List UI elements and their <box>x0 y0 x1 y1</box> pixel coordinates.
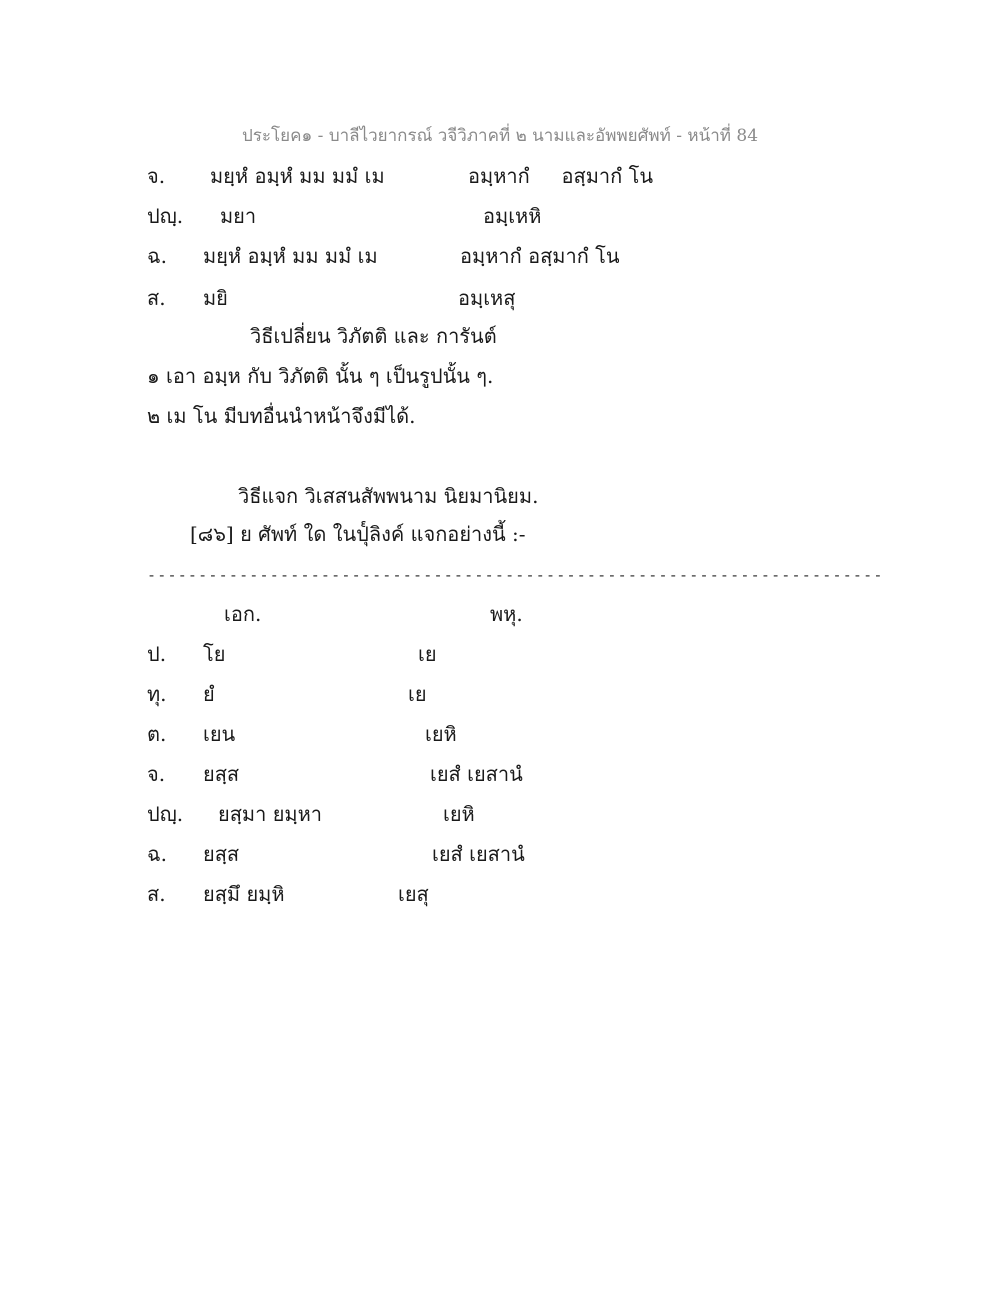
plural-form: เยหิ <box>425 722 457 746</box>
singular-header: เอก. <box>224 602 262 626</box>
singular-form: ยสฺส <box>203 762 240 786</box>
table-row <box>0 678 1000 708</box>
page-header: ประโยค๑ - บาลีไวยากรณ์ วจีวิภาคที่ ๒ นามและอัพพยศัพท์ - หน้าที่ 84 <box>241 126 759 146</box>
case-label: ส. <box>147 882 166 906</box>
singular-form: ยํ <box>203 682 215 706</box>
plural-form: เย <box>418 642 437 666</box>
table-row <box>0 718 1000 748</box>
case-label: ป. <box>147 642 167 666</box>
singular-form: เยน <box>203 722 236 746</box>
singular-form: มยิ <box>203 286 228 310</box>
section-title: วิธีเปลี่ยน วิภัตติ และ การันต์ <box>250 324 497 348</box>
table-row <box>0 758 1000 788</box>
plural-form: เยสํ เยสานํ <box>430 762 523 786</box>
singular-form: มยา <box>220 204 257 228</box>
table-row <box>0 282 1000 312</box>
section-title: วิธีแจก วิเสสนสัพพนาม นิยมานิยม. <box>238 484 539 508</box>
table-row <box>0 200 1000 230</box>
table-row <box>0 160 1000 190</box>
plural-form: เยหิ <box>443 802 475 826</box>
table-header <box>0 598 1000 628</box>
divider-line: ------------------------------------------------------------------------ <box>147 566 884 584</box>
case-label: ฉ. <box>147 244 167 268</box>
singular-form: มยฺหํ อมฺหํ มม มมํ เม <box>203 244 378 268</box>
section-intro: [๘๖] ย ศัพท์ ใด ในปุ๎ลิงค์ แจกอย่างนี้ :- <box>190 522 526 546</box>
rule-item: ๒ เม โน มีบทอื่นนำหน้าจึงมีได้. <box>147 404 416 428</box>
table-row <box>0 878 1000 908</box>
singular-form: มยฺหํ อมฺหํ มม มมํ เม <box>210 164 385 188</box>
case-label: ปญฺ. <box>147 802 184 826</box>
plural-form: อมฺหากํ อสฺมากํ โน <box>460 244 620 268</box>
singular-form: โย <box>203 642 226 666</box>
singular-form: ยสฺส <box>203 842 240 866</box>
case-label: ส. <box>147 286 166 310</box>
case-label: จ. <box>147 164 166 188</box>
table-row <box>0 838 1000 868</box>
rule-item: ๑ เอา อมฺห กับ วิภัตติ นั้น ๆ เป็นรูปนั้น ๆ. <box>147 364 494 388</box>
plural-form: อมฺหากํ อสฺมากํ โน <box>468 164 654 188</box>
plural-form: เย <box>408 682 427 706</box>
singular-form: ยสฺมึ ยมฺหิ <box>203 882 285 906</box>
plural-form: เยสํ เยสานํ <box>432 842 525 866</box>
table-row <box>0 240 1000 270</box>
plural-form: เยสุ <box>398 882 429 906</box>
case-label: จ. <box>147 762 166 786</box>
case-label: ทุ. <box>147 682 167 706</box>
plural-form: อมฺเหสุ <box>458 286 516 310</box>
case-label: ปญฺ. <box>147 204 184 228</box>
singular-form: ยสฺมา ยมฺหา <box>218 802 323 826</box>
plural-form: อมฺเหหิ <box>483 204 542 228</box>
plural-header: พหุ. <box>490 602 523 626</box>
table-row <box>0 798 1000 828</box>
case-label: ฉ. <box>147 842 167 866</box>
table-row <box>0 638 1000 668</box>
case-label: ต. <box>147 722 167 746</box>
